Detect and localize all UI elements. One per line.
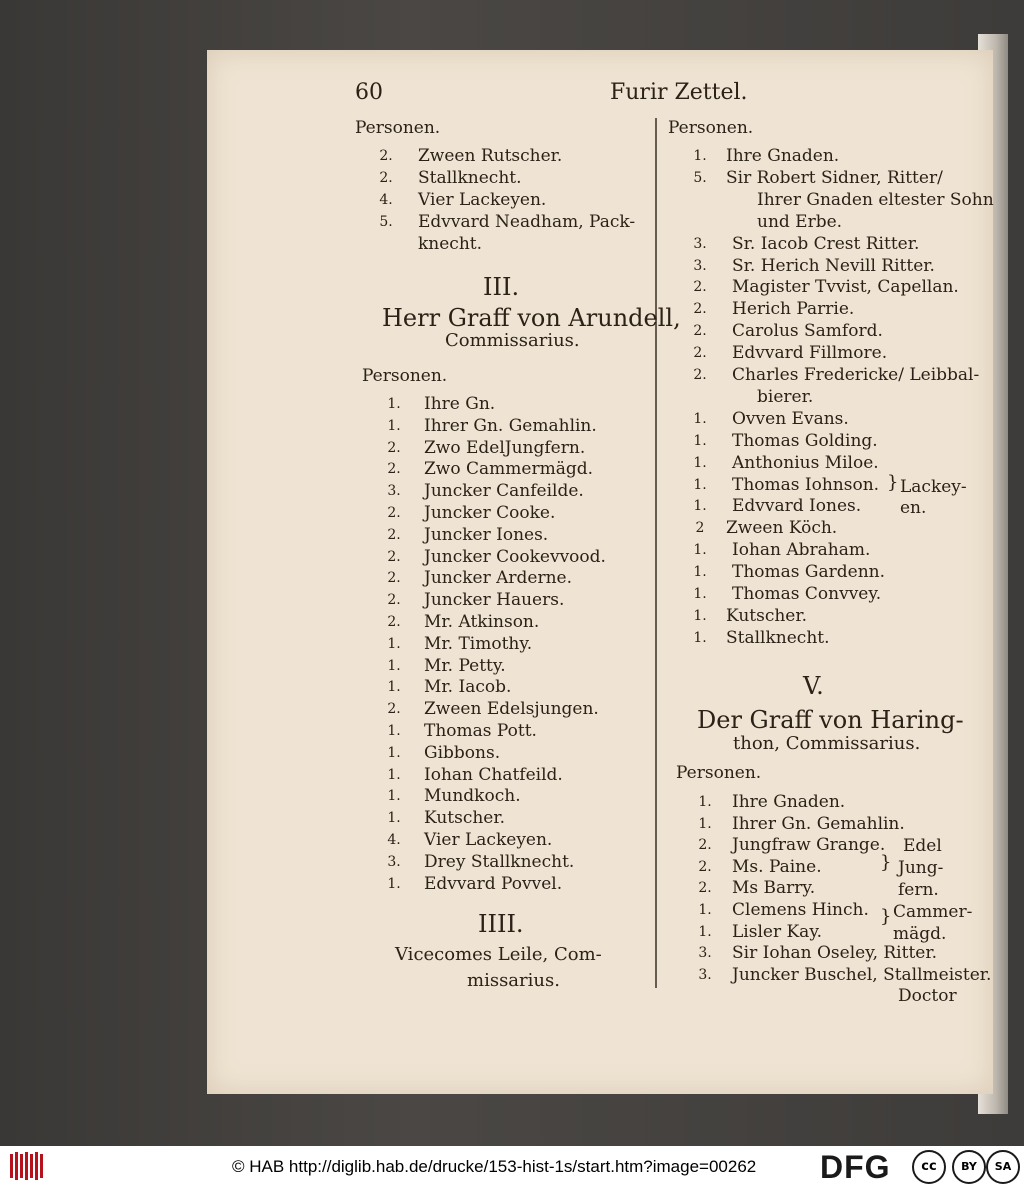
- entry-count: 1.: [693, 432, 707, 449]
- entry-text: Edvvard Povvel.: [424, 873, 563, 894]
- entry-text: Thomas Iohnson.: [732, 474, 880, 495]
- bracket-note: mägd.: [893, 924, 947, 944]
- entry-text: Zwo EdelJungfern.: [424, 437, 586, 458]
- entry-count: 5.: [693, 169, 707, 186]
- entry-count: 2.: [698, 880, 712, 897]
- entry-text: Stallknecht.: [418, 168, 522, 188]
- entry-count: 4.: [387, 832, 401, 848]
- section-subtitle: thon, Commissarius.: [733, 733, 921, 754]
- entry-text: Mr. Timothy.: [424, 633, 533, 654]
- entry-text: Sr. Iacob Crest Ritter.: [732, 233, 920, 254]
- entry-count: 2.: [698, 837, 712, 854]
- entry-text: Gibbons.: [424, 742, 501, 763]
- entry-count: 2.: [387, 439, 401, 456]
- entry-text: Magister Tvvist, Capellan.: [732, 277, 959, 298]
- entry-count: 1.: [387, 788, 401, 805]
- entry-text: Thomas Gardenn.: [732, 562, 885, 583]
- entry-text: Kutscher.: [424, 808, 506, 829]
- bracket-note: fern.: [898, 880, 939, 900]
- hab-logo-icon: [8, 1150, 46, 1182]
- entry-text: Clemens Hinch.: [732, 900, 869, 920]
- entry-text: Ihre Gnaden.: [732, 792, 846, 812]
- entry-count: 2.: [387, 548, 401, 565]
- entry-text: Vier Lackeyen.: [418, 190, 547, 210]
- entry-count: 2.: [387, 461, 401, 478]
- entry-count: 1.: [387, 723, 401, 739]
- entry-count: 1.: [387, 657, 401, 674]
- entry-count: 1.: [387, 744, 401, 761]
- entry-count: 1.: [693, 454, 707, 471]
- section-numeral: IIII.: [478, 910, 524, 938]
- entry-count: 1.: [387, 635, 401, 652]
- entry-count: 1.: [693, 542, 707, 559]
- section-title: Herr Graff von Arundell,: [382, 304, 681, 332]
- entry-text: Mr. Iacob.: [424, 677, 512, 698]
- brace: }: [880, 852, 892, 873]
- entry-text: Juncker Hauers.: [424, 590, 565, 611]
- entry-count: 1.: [387, 766, 401, 783]
- entry-text: Iohan Chatfeild.: [424, 764, 563, 785]
- bracket-note: Jung-: [898, 858, 944, 878]
- entry-text: Sir Iohan Oseley, Ritter.: [732, 943, 937, 964]
- section-title: Vicecomes Leile, Com-: [395, 944, 602, 965]
- entry-count: 2.: [387, 701, 401, 718]
- section-subtitle: missarius.: [467, 970, 560, 991]
- entry-count: 2.: [387, 505, 401, 521]
- copyright-link[interactable]: © HAB http://diglib.hab.de/drucke/153-hist-1s/start.htm?image=00262: [232, 1157, 757, 1176]
- entry-count: 5.: [379, 214, 393, 230]
- section-numeral: III.: [483, 273, 520, 301]
- entry-count: 1.: [693, 607, 707, 624]
- entry-count: 1.: [693, 586, 707, 602]
- section-label: Personen.: [355, 118, 441, 138]
- entry-count: 1.: [698, 815, 712, 832]
- entry-count: 2.: [693, 367, 707, 383]
- entry-count: 1.: [693, 498, 707, 515]
- entry-text: Zwo Cammermägd.: [424, 459, 593, 480]
- entry-text: Kutscher.: [726, 605, 808, 626]
- entry-count: 1.: [387, 396, 401, 412]
- catchword: Doctor: [898, 986, 957, 1006]
- entry-text: Juncker Canfeilde.: [424, 481, 584, 502]
- entry-count: 2.: [387, 614, 401, 630]
- entry-text: knecht.: [418, 234, 483, 254]
- page-number: 60: [355, 80, 383, 105]
- entry-count: 1.: [693, 629, 707, 646]
- entry-text: Thomas Pott.: [424, 721, 537, 741]
- entry-text: Vier Lackeyen.: [424, 830, 553, 850]
- entry-text: Ihre Gn.: [424, 394, 496, 414]
- entry-text: Zween Rutscher.: [418, 146, 563, 166]
- entry-text: Ovven Evans.: [732, 408, 849, 429]
- section-title: Der Graff von Haring-: [697, 706, 964, 734]
- entry-count: 1.: [693, 564, 707, 581]
- cc-by-icon: BY: [952, 1150, 986, 1184]
- entry-count: 2.: [693, 301, 707, 318]
- entry-text: Zween Köch.: [726, 518, 838, 539]
- entry-text: Charles Fredericke/ Leibbal-: [732, 365, 980, 385]
- entry-count: 2.: [379, 148, 393, 164]
- entry-text: Juncker Iones.: [424, 524, 549, 545]
- entry-count: 4.: [379, 192, 393, 208]
- entry-count: 2.: [693, 323, 707, 340]
- entry-text: Carolus Samford.: [732, 321, 883, 342]
- entry-text: Herich Parrie.: [732, 299, 855, 320]
- entry-count: 2.: [693, 345, 707, 362]
- entry-count: 3.: [387, 483, 401, 500]
- cc-icon: cc: [912, 1150, 946, 1184]
- entry-text: Ihrer Gnaden eltester Sohn: [757, 189, 994, 210]
- entry-text: Jungfraw Grange.: [732, 835, 886, 856]
- entry-text: Mundkoch.: [424, 786, 521, 807]
- entry-text: Thomas Golding.: [732, 430, 878, 451]
- entry-count: 3.: [693, 257, 707, 274]
- entry-text: Lisler Kay.: [732, 921, 823, 942]
- entry-count: 2.: [387, 570, 401, 587]
- entry-text: Ihre Gnaden.: [726, 146, 840, 166]
- entry-text: Ms Barry.: [732, 878, 816, 899]
- entry-text: Juncker Arderne.: [424, 568, 573, 589]
- entry-text: Stallknecht.: [726, 627, 830, 648]
- entry-text: Drey Stallknecht.: [424, 851, 575, 872]
- entry-count: 1.: [693, 476, 707, 493]
- bracket-note: en.: [900, 498, 927, 518]
- entry-count: 2.: [698, 858, 712, 875]
- brace: }: [887, 472, 899, 493]
- entry-count: 2.: [379, 170, 393, 186]
- entry-count: 1.: [698, 902, 712, 918]
- entry-text: Ihrer Gn. Gemahlin.: [732, 813, 905, 834]
- entry-text: Edvvard Neadham, Pack-: [418, 212, 636, 232]
- entry-count: 2.: [387, 526, 401, 543]
- entry-text: Sir Robert Sidner, Ritter/: [726, 167, 943, 188]
- section-numeral: V.: [803, 672, 824, 700]
- entry-text: Ihrer Gn. Gemahlin.: [424, 415, 597, 436]
- entry-text: Mr. Atkinson.: [424, 612, 540, 632]
- entry-count: 3.: [698, 945, 712, 962]
- section-label: Personen.: [362, 366, 448, 386]
- section-label: Personen.: [668, 118, 754, 138]
- entry-count: 3.: [387, 853, 401, 870]
- entry-count: 2.: [387, 592, 401, 609]
- entry-count: 1.: [387, 679, 401, 696]
- entry-text: Thomas Convvey.: [732, 584, 882, 604]
- entry-count: 1.: [693, 410, 707, 427]
- bracket-note: Cammer-: [893, 902, 973, 922]
- entry-count: 1.: [693, 148, 707, 164]
- section-label: Personen.: [676, 763, 762, 783]
- brace: }: [880, 906, 892, 927]
- entry-text: Sr. Herich Nevill Ritter.: [732, 255, 935, 276]
- entry-text: Edvvard Fillmore.: [732, 343, 888, 364]
- section-subtitle: Commissarius.: [445, 330, 580, 351]
- dfg-logo: DFG: [820, 1149, 891, 1185]
- entry-text: bierer.: [757, 386, 814, 407]
- entry-count: 1.: [387, 417, 401, 434]
- entry-count: 2: [695, 520, 705, 537]
- running-head: Furir Zettel.: [610, 80, 748, 105]
- entry-text: Juncker Cooke.: [424, 503, 556, 523]
- entry-count: 1.: [387, 810, 401, 827]
- entry-text: und Erbe.: [757, 211, 843, 232]
- entry-text: Juncker Cookevvood.: [424, 546, 606, 567]
- entry-text: Anthonius Miloe.: [732, 452, 879, 473]
- entry-text: Juncker Buschel, Stallmeister.: [732, 964, 992, 985]
- entry-count: 1.: [698, 923, 712, 940]
- entry-count: 3.: [693, 235, 707, 252]
- entry-count: 3.: [698, 966, 712, 983]
- entry-count: 1.: [387, 875, 401, 892]
- entry-text: Zween Edelsjungen.: [424, 699, 599, 720]
- entry-text: Edvvard Iones.: [732, 496, 862, 517]
- entry-count: 1.: [698, 794, 712, 810]
- cc-sa-icon: SA: [986, 1150, 1020, 1184]
- column-rule: [655, 118, 657, 988]
- entry-text: Mr. Petty.: [424, 655, 506, 676]
- entry-count: 2.: [693, 279, 707, 296]
- bracket-note: Edel: [903, 836, 942, 856]
- entry-text: Iohan Abraham.: [732, 540, 871, 561]
- bracket-note: Lackey-: [900, 477, 967, 497]
- entry-text: Ms. Paine.: [732, 856, 822, 877]
